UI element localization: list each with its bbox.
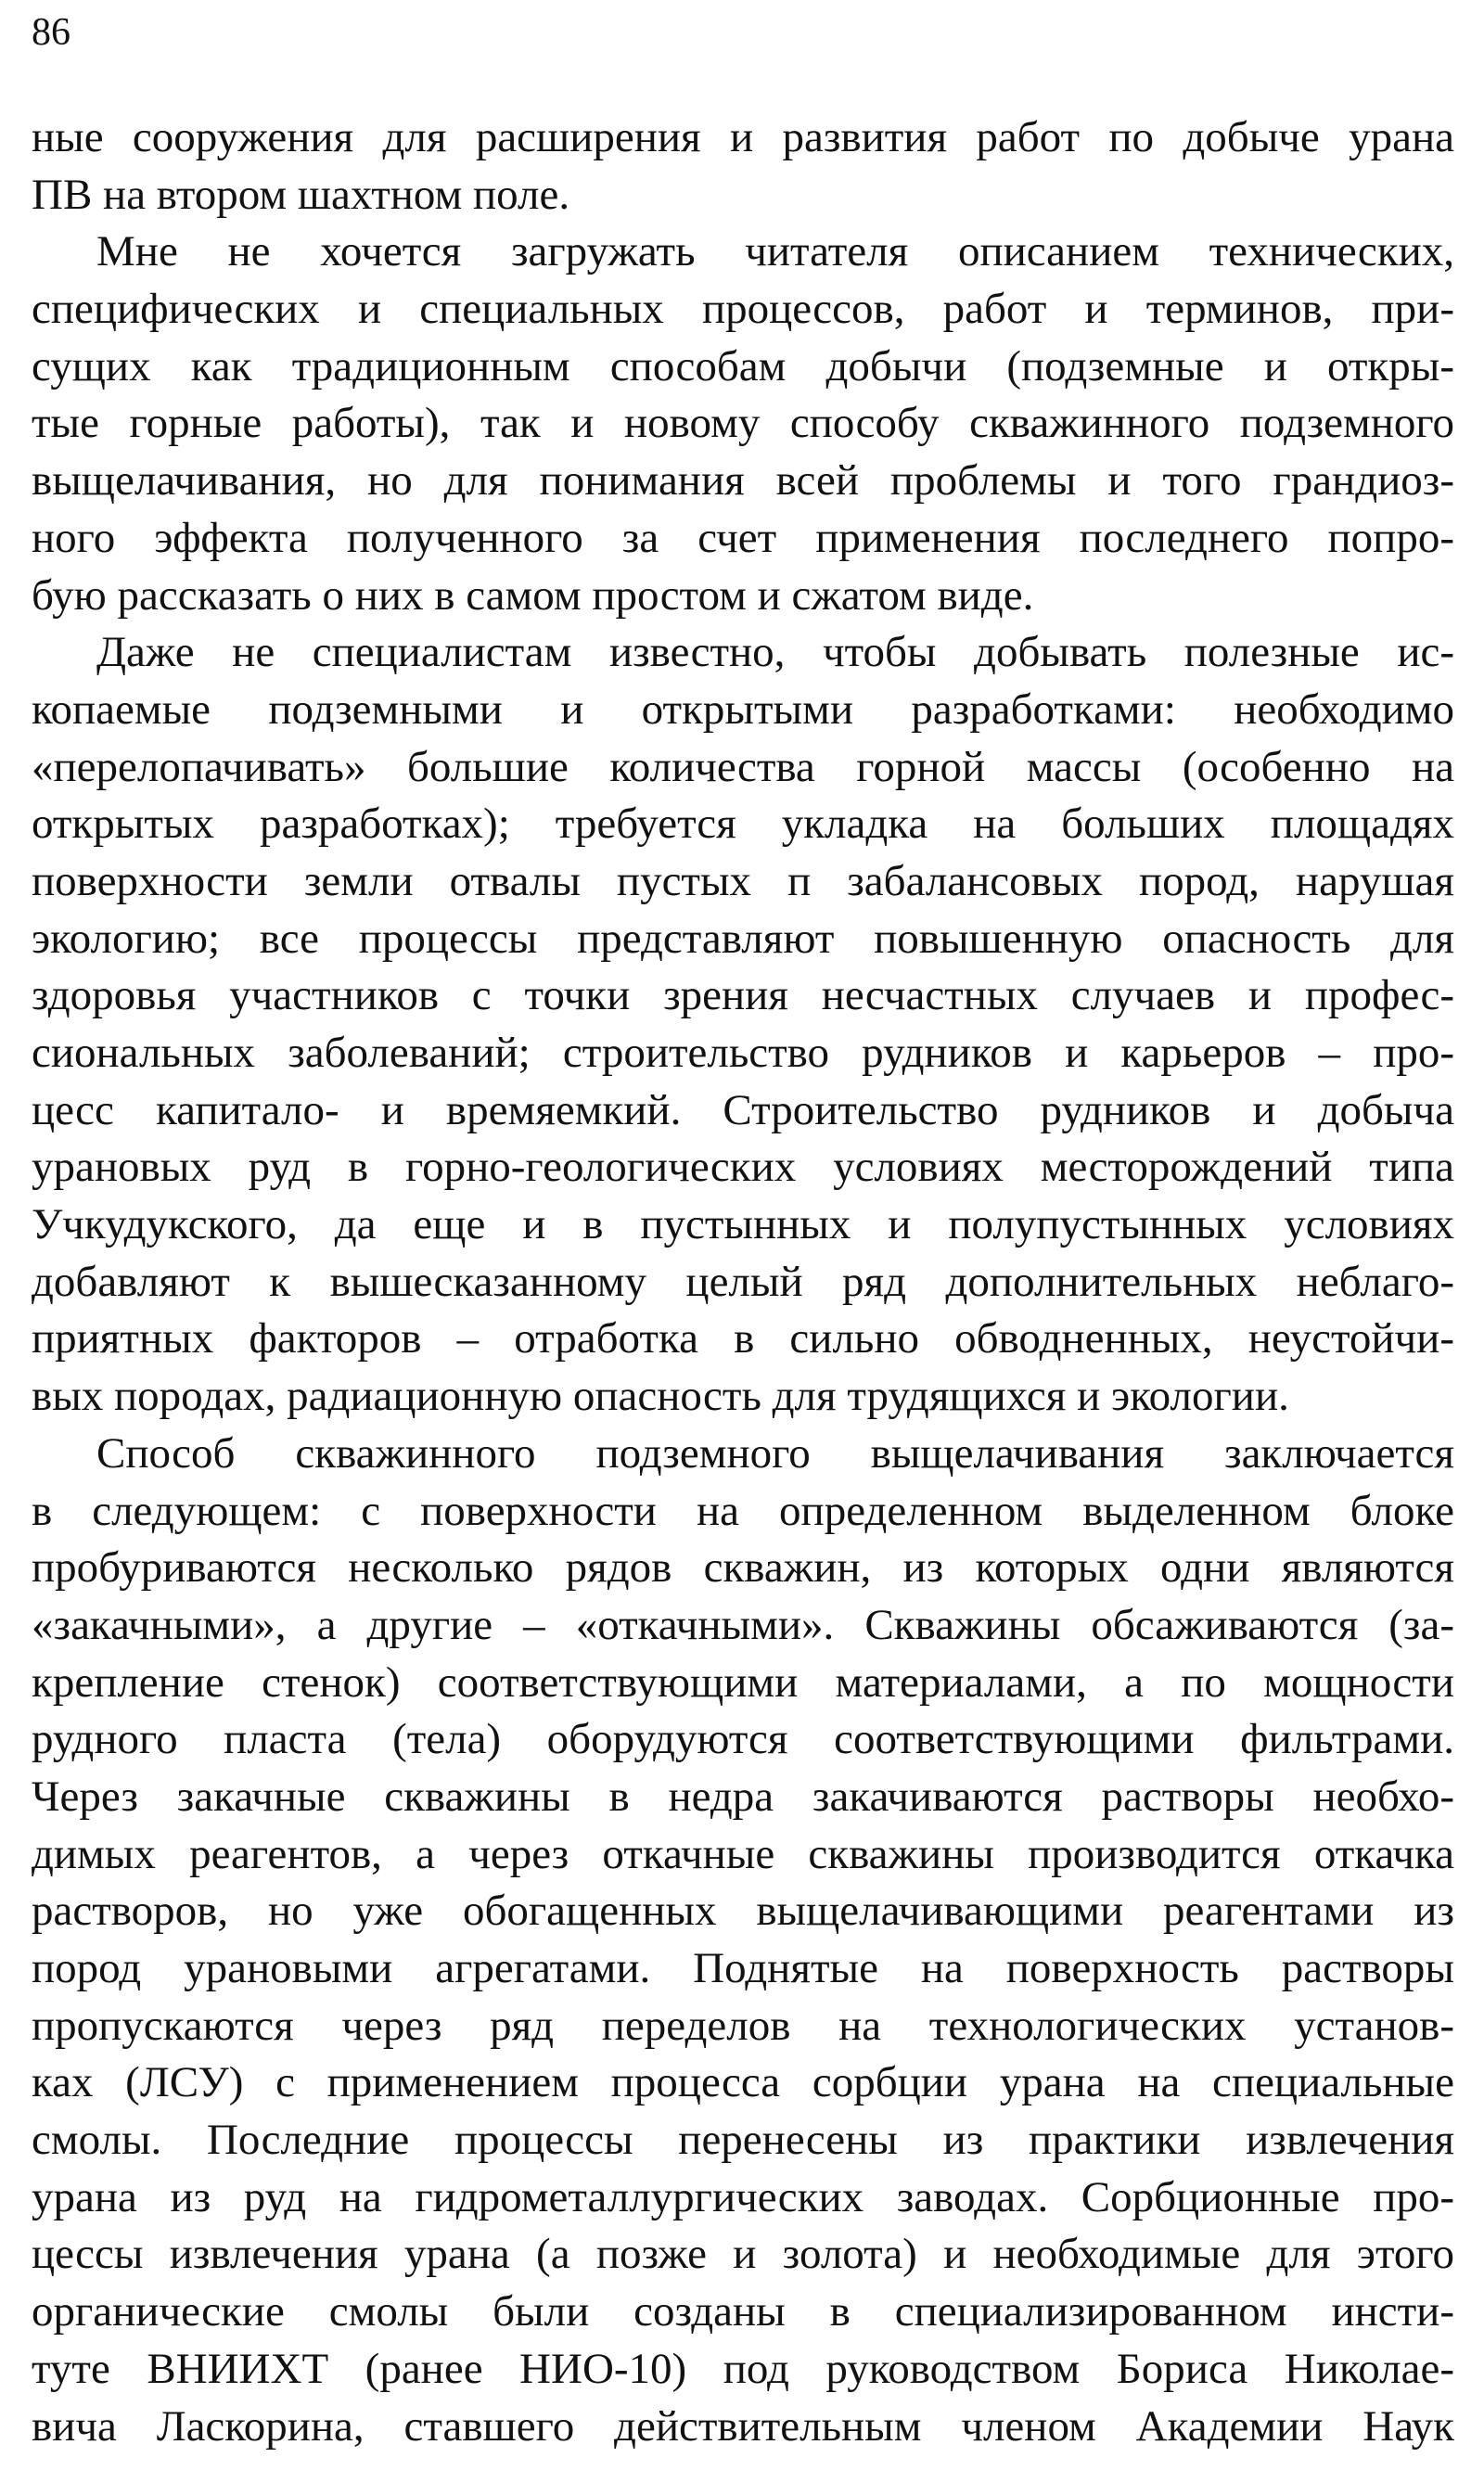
text-line: пород урановыми агрегатами. Поднятые на поверхность растворы bbox=[32, 1944, 1454, 1992]
text-line: «перелопачивать» большие количества горной массы (особенно на bbox=[32, 742, 1454, 791]
text-line: рудного пласта (тела) оборудуются соответствующими фильтрами. bbox=[32, 1715, 1454, 1764]
text-line: добавляют к вышесказанному целый ряд дополнительных неблаго- bbox=[32, 1257, 1454, 1306]
text-line: крепление стенок) соответствующими материалами, а по мощности bbox=[32, 1657, 1454, 1707]
text-line: выщелачивания, но для понимания всей проблемы и того грандиоз- bbox=[32, 456, 1454, 506]
text-line: в следующем: с поверхности на определенном выделенном блоке bbox=[32, 1486, 1454, 1535]
text-line: ках (ЛСУ) с применением процесса сорбции урана на специальные bbox=[32, 2058, 1454, 2107]
text-line: туте ВНИИХТ (ранее НИО-10) под руководством Бориса Николае- bbox=[32, 2344, 1454, 2393]
text-line: экологию; все процессы представляют повышенную опасность для bbox=[32, 914, 1454, 963]
text-line: димых реагентов, а через откачные скважины производится откачка bbox=[32, 1829, 1454, 1878]
text-line: ПВ на втором шахтном поле. bbox=[32, 170, 570, 219]
text-line: органические смолы были созданы в специализированном инсти- bbox=[32, 2287, 1454, 2336]
text-line: вых породах, радиационную опасность для трудящихся и экологии. bbox=[32, 1372, 1289, 1421]
text-line: пропускаются через ряд переделов на технологических установ- bbox=[32, 2001, 1454, 2050]
text-line: специфических и специальных процессов, работ и терминов, при- bbox=[32, 285, 1454, 334]
text-line: растворов, но уже обогащенных выщелачивающими реагентами из bbox=[32, 1887, 1454, 1936]
paragraph bbox=[32, 109, 1454, 224]
text-line: Учкудукского, да еще и в пустынных и полупустынных условиях bbox=[32, 1200, 1454, 1249]
text-line: смолы. Последние процессы перенесены из практики извлечения bbox=[32, 2116, 1454, 2165]
text-line: Мне не хочется загружать читателя описанием технических, bbox=[96, 227, 1454, 276]
text-line: приятных факторов – отработка в сильно обводненных, неустойчи- bbox=[32, 1314, 1454, 1363]
text-line: цессы извлечения урана (а позже и золота) и необходимые для этого bbox=[32, 2230, 1454, 2279]
paragraph bbox=[32, 224, 1454, 624]
text-line: поверхности земли отвалы пустых п забалансовых пород, нарушая bbox=[32, 856, 1454, 905]
text-line: ные сооружения для расширения и развития работ по добыче урана bbox=[32, 113, 1454, 161]
text-line: Даже не специалистам известно, чтобы добывать полезные ис- bbox=[96, 628, 1454, 677]
text-line: открытых разработках); требуется укладка на больших площадях bbox=[32, 800, 1454, 849]
text-line: пробуриваются несколько рядов скважин, из которых одни являются bbox=[32, 1543, 1454, 1593]
text-line: сиональных заболеваний; строительство рудников и карьеров – про- bbox=[32, 1029, 1454, 1077]
text-line: тые горные работы), так и новому способу скважинного подземного bbox=[32, 399, 1454, 448]
text-line: цесс капитало- и времяемкий. Строительство рудников и добыча bbox=[32, 1085, 1454, 1134]
text-line: здоровья участников с точки зрения несчастных случаев и профес- bbox=[32, 971, 1454, 1020]
paragraph bbox=[32, 624, 1454, 1426]
text-line: бую рассказать о них в самом простом и сжатом виде. bbox=[32, 570, 1034, 620]
text-line: вича Ласкорина, ставшего действительным членом Академии Наук bbox=[32, 2401, 1454, 2451]
text-line: урановых руд в горно-геологических условиях месторождений типа bbox=[32, 1143, 1454, 1192]
text-line: «закачными», а другие – «откачными». Скважины обсаживаются (за- bbox=[32, 1600, 1454, 1649]
text-line: Способ скважинного подземного выщелачивания заключается bbox=[96, 1428, 1454, 1478]
text-line: ного эффекта полученного за счет применения последнего попро- bbox=[32, 513, 1454, 562]
paragraph bbox=[32, 1426, 1454, 2455]
text-line: копаемые подземными и открытыми разработками: необходимо bbox=[32, 685, 1454, 734]
page-number: 86 bbox=[32, 11, 70, 54]
body-text bbox=[32, 109, 1454, 2455]
text-line: Через закачные скважины в недра закачиваются растворы необхо- bbox=[32, 1772, 1454, 1821]
text-line: сущих как традиционным способам добычи (подземные и откры- bbox=[32, 341, 1454, 390]
text-line: урана из руд на гидрометаллургических заводах. Сорбционные про- bbox=[32, 2172, 1454, 2221]
